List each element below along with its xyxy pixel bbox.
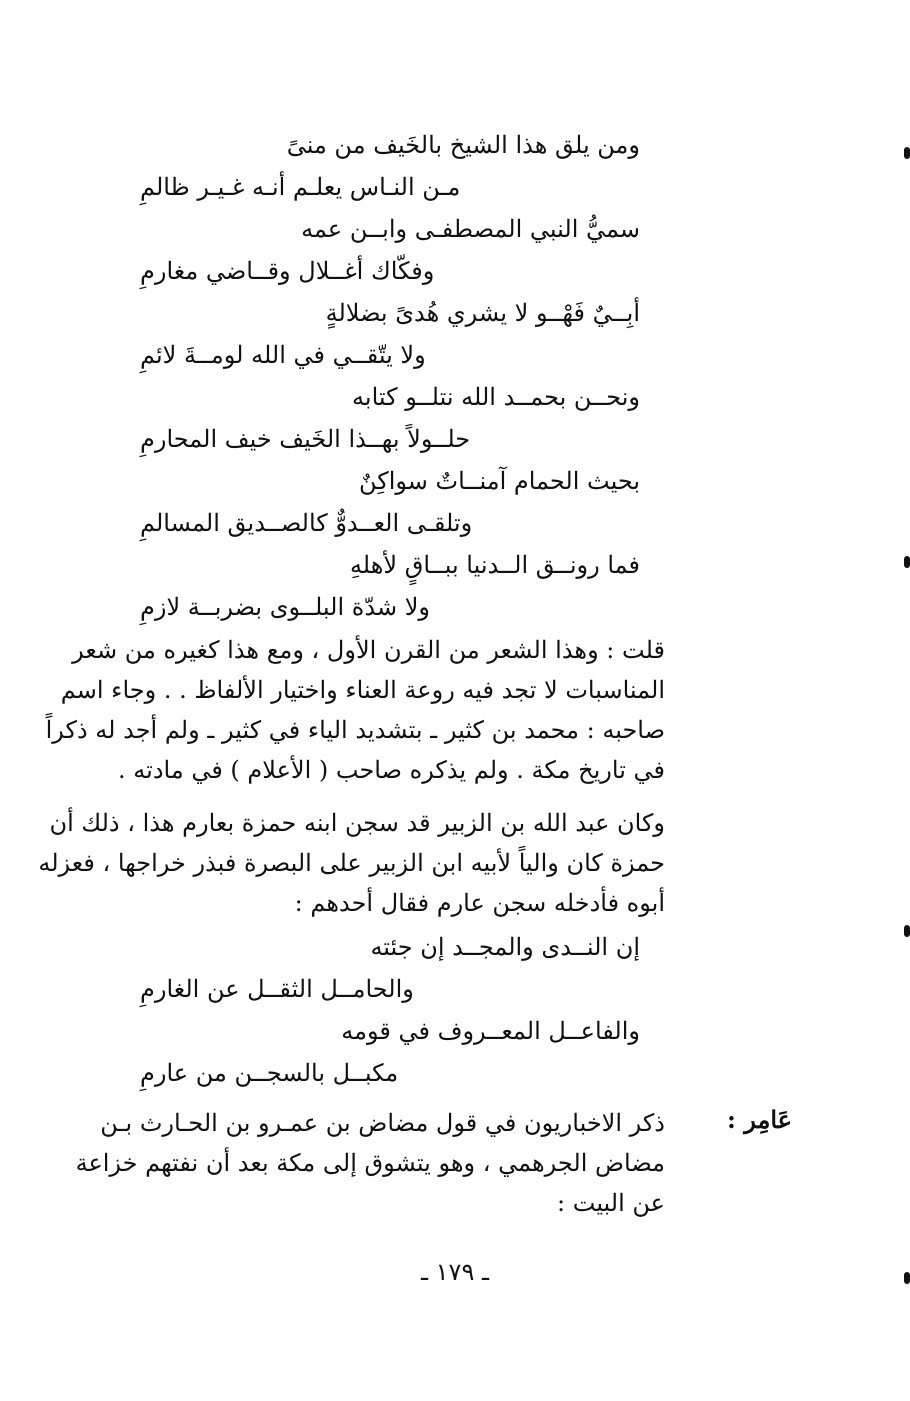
entry-paragraph: [75, 1103, 665, 1223]
poem-line: [140, 1056, 640, 1090]
narrative-paragraph: [38, 803, 665, 923]
paragraph-line: ذكر الاخباريون في قول مضاض بن عمـرو بن الحـارث بـن: [100, 1109, 665, 1137]
paragraph-line: في تاريخ مكة . ولم يذكره صاحب ( الأعلام ) في مادته .: [118, 756, 665, 784]
paragraph-line: عن البيت :: [557, 1189, 665, 1217]
paragraph-line: قلت : وهذا الشعر من القرن الأول ، ومع هذا كغيره من شعر: [72, 636, 665, 664]
poem-line: فما رونــق الــدنيا ببــاقٍ لأهلهِ: [349, 551, 640, 579]
poem-line-text: وتلقـى العــدوٌّ كالصــديق المسالمِ: [140, 509, 473, 537]
poem-line-text: ولا يتّقــي في الله لومــةَ لائمِ: [140, 341, 426, 369]
poem-line: إن النــدى والمجــد إن جئته: [370, 933, 640, 961]
paragraph-line: حمزة كان والياً لأبيه ابن الزبير على البصرة فبذر خراجها ، فعزله: [38, 849, 665, 877]
poem-line: سميُّ النبي المصطفـى وابــن عمه: [301, 215, 640, 243]
scan-edge-mark: [904, 1272, 910, 1284]
page-number: ـ ١٧٩ ـ: [420, 1258, 489, 1286]
scan-edge-mark: [904, 147, 910, 159]
paragraph-line: مضاض الجرهمي ، وهو يتشوق إلى مكة بعد أن نفتهم خزاعة: [75, 1149, 665, 1177]
paragraph-line: المناسبات لا تجد فيه روعة العناء واختيار الألفاظ . . وجاء اسم: [60, 676, 665, 704]
poem-line-text: حلــولاً بهــذا الخَيف خيف المحارمِ: [140, 425, 471, 453]
poem-line-text: مكبــل بالسجــن من عارمِ: [140, 1059, 399, 1087]
poem-line: أبِــيٌ فَهْــو لا يشري هُدىً بضلالةٍ: [325, 299, 640, 327]
scan-edge-mark: [904, 925, 910, 937]
poem-line: [140, 170, 640, 204]
entry-term: عَامِر :: [727, 1105, 792, 1134]
poem-line: [140, 972, 640, 1006]
poem-line: بحيث الحمام آمنــاتٌ سواكِنٌ: [359, 467, 640, 495]
scan-edge-mark: [904, 556, 910, 568]
paragraph-line: وكان عبد الله بن الزبير قد سجن ابنه حمزة بعارم هذا ، ذلك أن: [49, 809, 665, 837]
poem-line: [140, 590, 640, 624]
poem-line: [140, 338, 640, 372]
poem-line-text: ولا شدّة البلــوى بضربــة لازمِ: [140, 593, 430, 621]
poem-line-text: والحامــل الثقــل عن الغارمِ: [140, 975, 414, 1003]
poem-line: [140, 506, 640, 540]
commentary-paragraph: [45, 630, 665, 790]
poem-line: ومن يلق هذا الشيخ بالخَيف من منىً: [286, 131, 640, 159]
poem-line-text: مـن النـاس يعلـم أنـه غـيـر ظالمِ: [140, 173, 461, 201]
poem-line: والفاعــل المعــروف في قومه: [341, 1017, 640, 1045]
paragraph-line: أبوه فأدخله سجن عارم فقال أحدهم :: [294, 889, 665, 917]
poem-line: [140, 254, 640, 288]
poem-line: [140, 422, 640, 456]
paragraph-line: صاحبه : محمد بن كثير ـ بتشديد الياء في كثير ـ ولم أجد له ذكراً: [45, 716, 665, 744]
poem-line: ونحــن بحمــد الله نتلــو كتابه: [352, 383, 640, 411]
poem-line-text: وفكّاك أغــلال وقــاضي مغارمِ: [140, 257, 435, 285]
